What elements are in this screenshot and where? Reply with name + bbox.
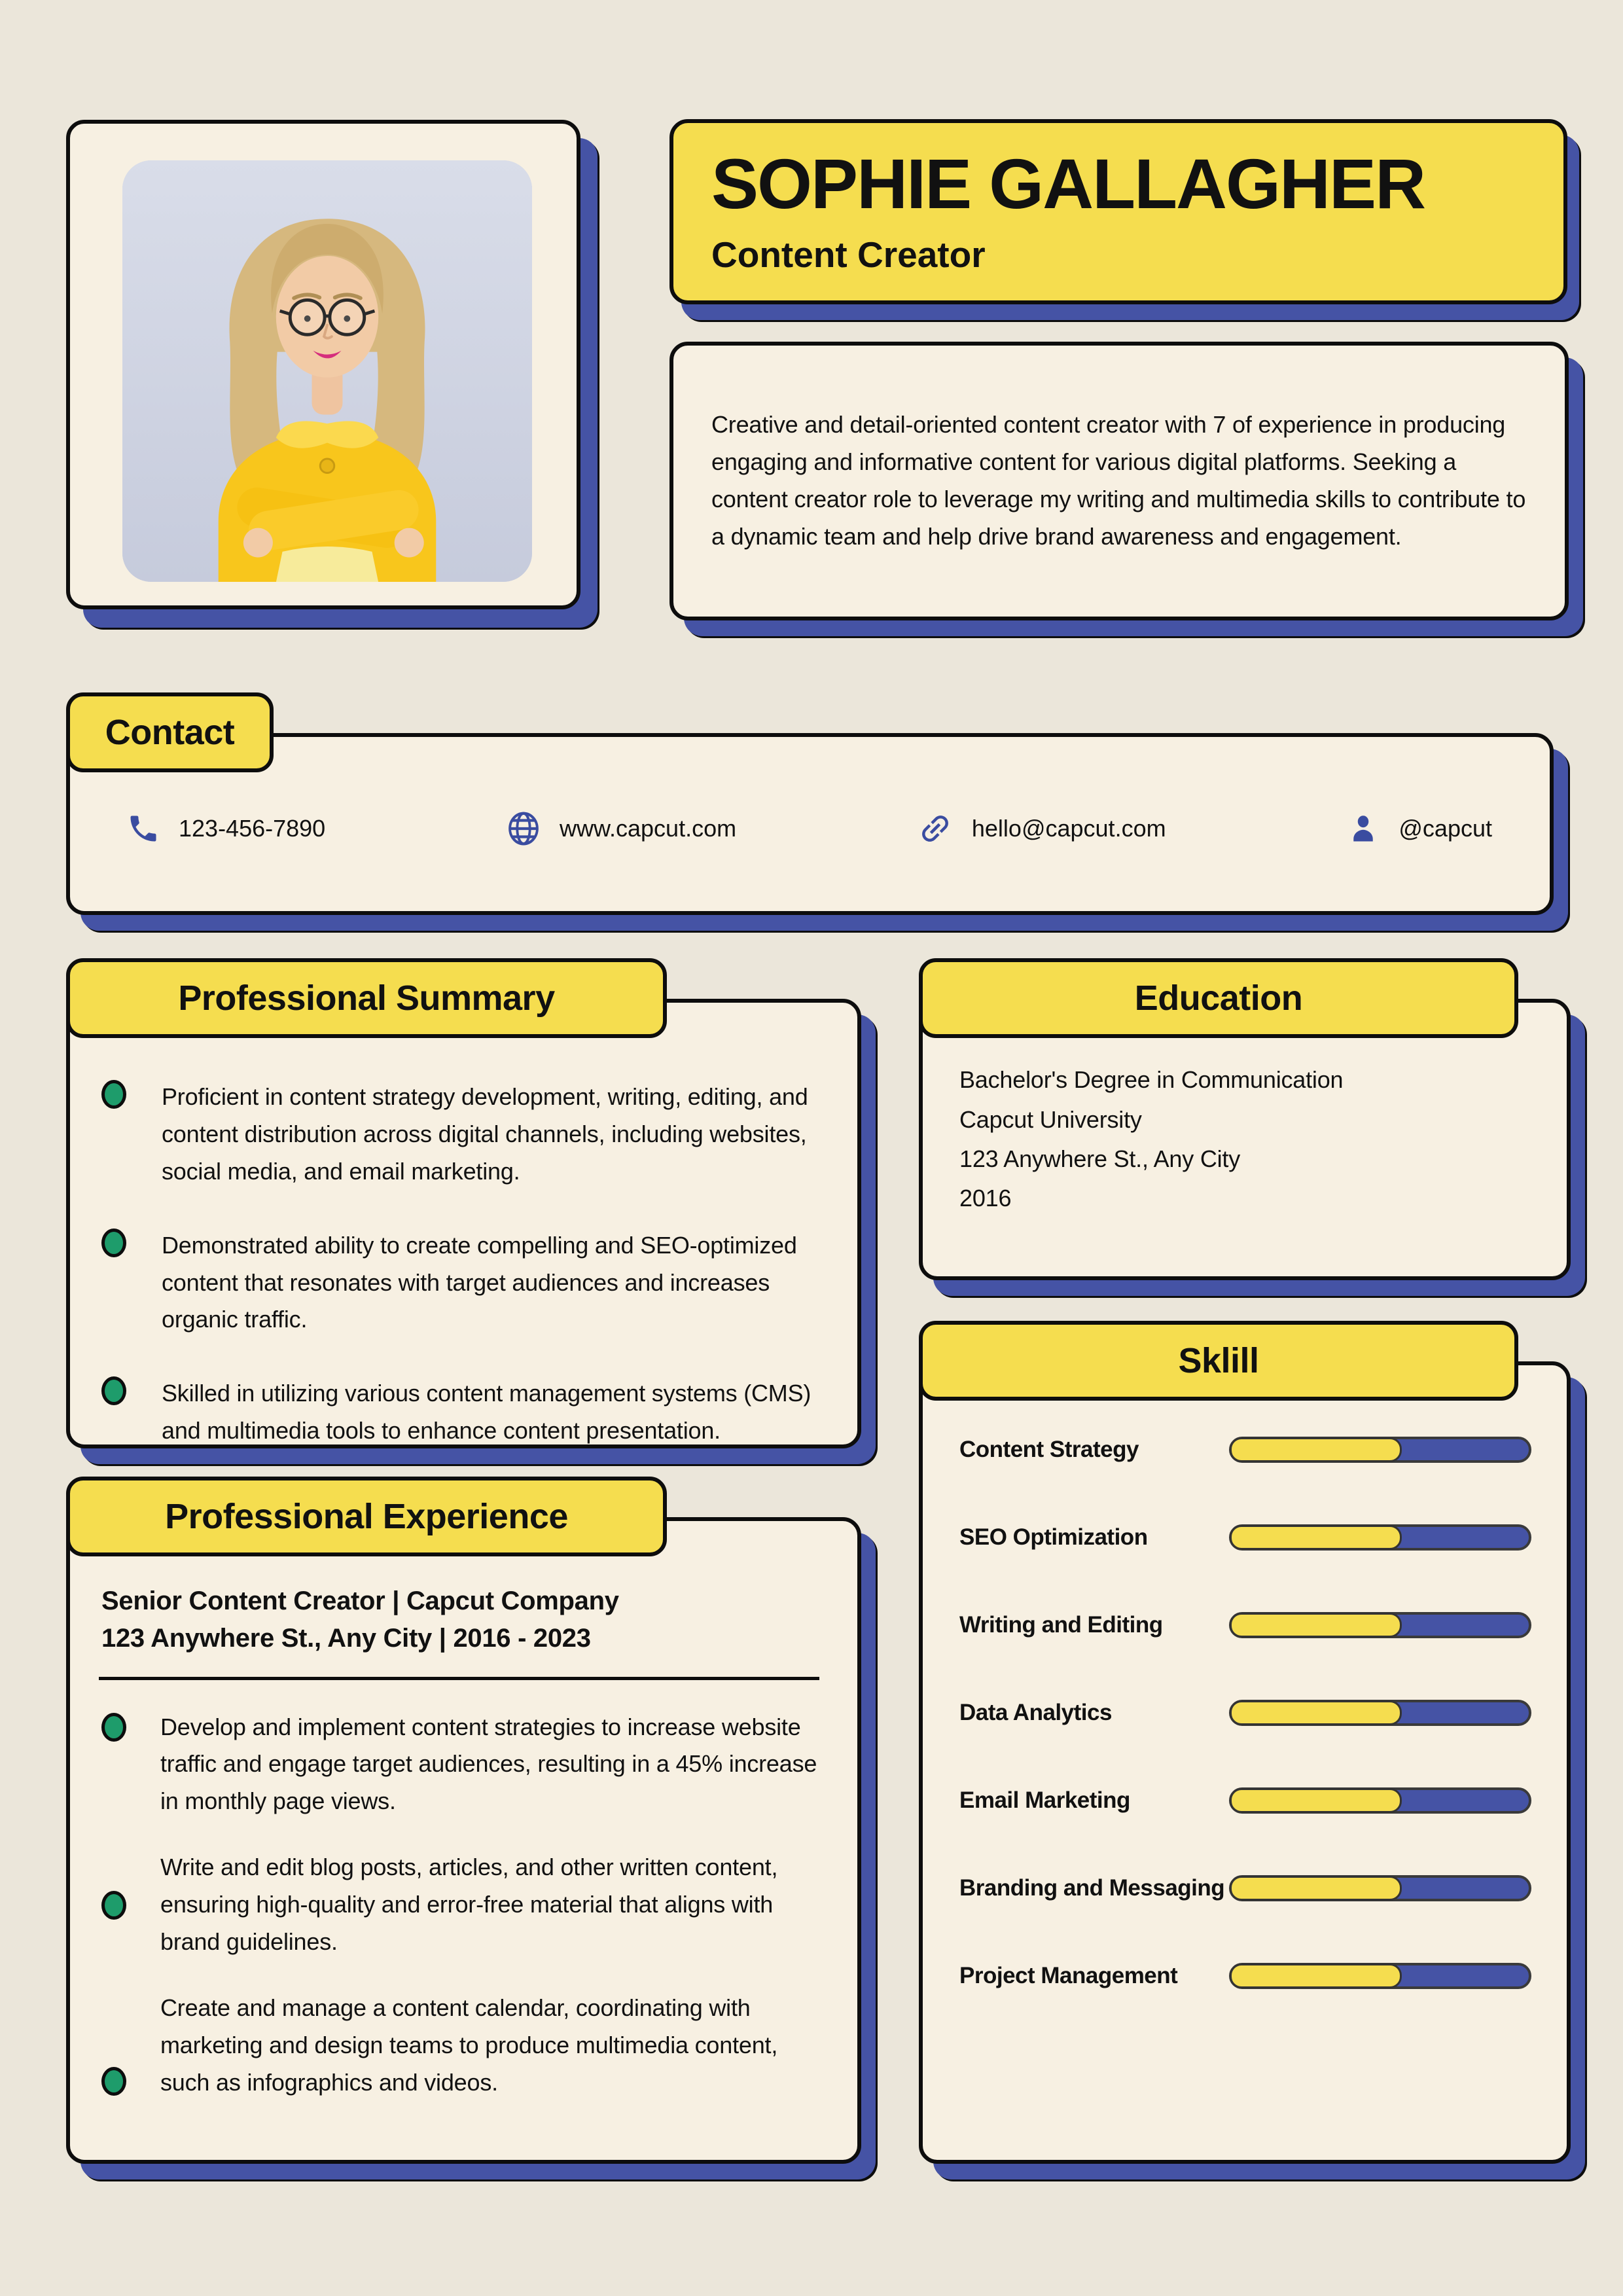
professional-summary-title: Professional Summary	[178, 978, 555, 1018]
education-card	[919, 999, 1571, 1280]
skill-bar	[1229, 1875, 1531, 1901]
summary-bullet-text: Proficient in content strategy development, writing, editing, and content distribution across digital channels, including websites, social media, and email marketing.	[162, 1083, 808, 1185]
contact-item-email[interactable]	[917, 810, 1166, 847]
education-year: 2016	[959, 1185, 1012, 1212]
contact-card	[66, 733, 1554, 915]
skill-bar-fill	[1230, 1613, 1402, 1638]
skill-bar	[1229, 1612, 1531, 1638]
skill-bar	[1229, 1524, 1531, 1551]
skill-bar-fill	[1230, 1876, 1402, 1901]
link-icon	[917, 810, 954, 847]
experience-bullet-text: Develop and implement content strategies to increase website traffic and engage target audiences, resulting in a 45% increase in monthly page views.	[160, 1713, 817, 1815]
experience-bullet	[101, 1709, 819, 1821]
contact-website-label: www.capcut.com	[560, 815, 737, 842]
skill-bar	[1229, 1700, 1531, 1726]
experience-bullet	[101, 1990, 819, 2102]
skill-row	[923, 1494, 1567, 1581]
skill-row	[923, 1757, 1567, 1844]
skill-bar-fill	[1230, 1788, 1402, 1813]
skill-row	[923, 1406, 1567, 1494]
person-name: SOPHIE GALLAGHER	[711, 143, 1425, 223]
phone-icon	[126, 812, 160, 846]
skill-label: Data Analytics	[959, 1700, 1112, 1725]
skill-bar	[1229, 1963, 1531, 1989]
contact-title: Contact	[105, 713, 235, 752]
bullet-dot	[101, 1713, 126, 1742]
bullet-dot	[101, 1080, 126, 1109]
education-address: 123 Anywhere St., Any City	[959, 1145, 1241, 1172]
skill-row	[923, 1669, 1567, 1757]
skill-label: SEO Optimization	[959, 1524, 1148, 1550]
contact-handle-label: @capcut	[1399, 815, 1492, 842]
skill-bar-fill	[1230, 1525, 1402, 1550]
education-tab	[919, 958, 1518, 1038]
skills-card	[919, 1361, 1571, 2164]
skill-bar	[1229, 1787, 1531, 1814]
skill-label: Writing and Editing	[959, 1612, 1163, 1638]
skill-row	[923, 1932, 1567, 2020]
skill-row	[923, 1581, 1567, 1669]
experience-role: Senior Content Creator | Capcut Company	[101, 1587, 619, 1615]
person-role: Content Creator	[711, 234, 986, 275]
education-degree: Bachelor's Degree in Communication	[959, 1066, 1344, 1094]
contact-item-website[interactable]	[506, 809, 736, 848]
summary-bullet	[101, 1079, 819, 1191]
contact-email-label: hello@capcut.com	[971, 815, 1166, 842]
about-text: Creative and detail-oriented content creator with 7 of experience in producing engaging and informative content for various digital platforms. Seeking a content creator role to leverage my writing and multimedia skills to contribute to a dynamic team and help drive brand awareness and engagement.	[711, 411, 1526, 550]
skill-bar	[1229, 1437, 1531, 1463]
professional-summary-tab	[66, 958, 667, 1038]
skill-label: Branding and Messaging	[959, 1875, 1225, 1901]
profile-photo	[122, 160, 532, 582]
summary-bullet-text: Demonstrated ability to create compelling and SEO-optimized content that resonates with target audiences and increases organic traffic.	[162, 1231, 797, 1333]
skill-label: Project Management	[959, 1963, 1178, 1988]
photo-card	[66, 120, 580, 609]
skill-row	[923, 1844, 1567, 1932]
experience-bullet-text: Create and manage a content calendar, coordinating with marketing and design teams to produce multimedia content, such as infographics and videos.	[160, 1994, 778, 2096]
experience-bullet-text: Write and edit blog posts, articles, and other written content, ensuring high-quality and error-free material that aligns with brand guidelines.	[160, 1854, 778, 1955]
skills-tab	[919, 1321, 1518, 1401]
about-card	[669, 342, 1569, 620]
summary-bullet	[101, 1227, 819, 1339]
bullet-dot	[101, 1376, 126, 1405]
skill-bar-fill	[1230, 1437, 1402, 1462]
experience-meta: 123 Anywhere St., Any City | 2016 - 2023	[101, 1623, 591, 1653]
contact-item-handle[interactable]	[1346, 810, 1492, 847]
experience-bullet	[101, 1849, 819, 1961]
summary-bullet	[101, 1375, 819, 1450]
professional-summary-card	[66, 999, 861, 1448]
skill-label: Content Strategy	[959, 1437, 1139, 1462]
bullet-dot	[101, 1891, 126, 1920]
professional-experience-title: Professional Experience	[165, 1497, 568, 1536]
contact-phone-label: 123-456-7890	[179, 815, 326, 842]
bullet-dot	[101, 2067, 126, 2096]
education-school: Capcut University	[959, 1105, 1142, 1133]
experience-divider	[99, 1677, 819, 1680]
contact-section-tab	[66, 692, 274, 772]
globe-icon	[506, 809, 541, 848]
skill-label: Email Marketing	[959, 1787, 1130, 1813]
skill-bar-fill	[1230, 1964, 1402, 1988]
education-title: Education	[1134, 978, 1303, 1018]
bullet-dot	[101, 1229, 126, 1257]
skill-bar-fill	[1230, 1700, 1402, 1725]
user-icon	[1346, 810, 1380, 847]
professional-experience-tab	[66, 1477, 667, 1556]
professional-experience-card	[66, 1517, 861, 2164]
skills-title: Sklill	[1178, 1341, 1259, 1380]
profile-photo-illustration	[122, 160, 532, 582]
contact-item-phone[interactable]	[126, 812, 325, 846]
name-banner	[669, 119, 1567, 304]
summary-bullet-text: Skilled in utilizing various content management systems (CMS) and multimedia tools to enhance content presentation.	[162, 1380, 812, 1444]
